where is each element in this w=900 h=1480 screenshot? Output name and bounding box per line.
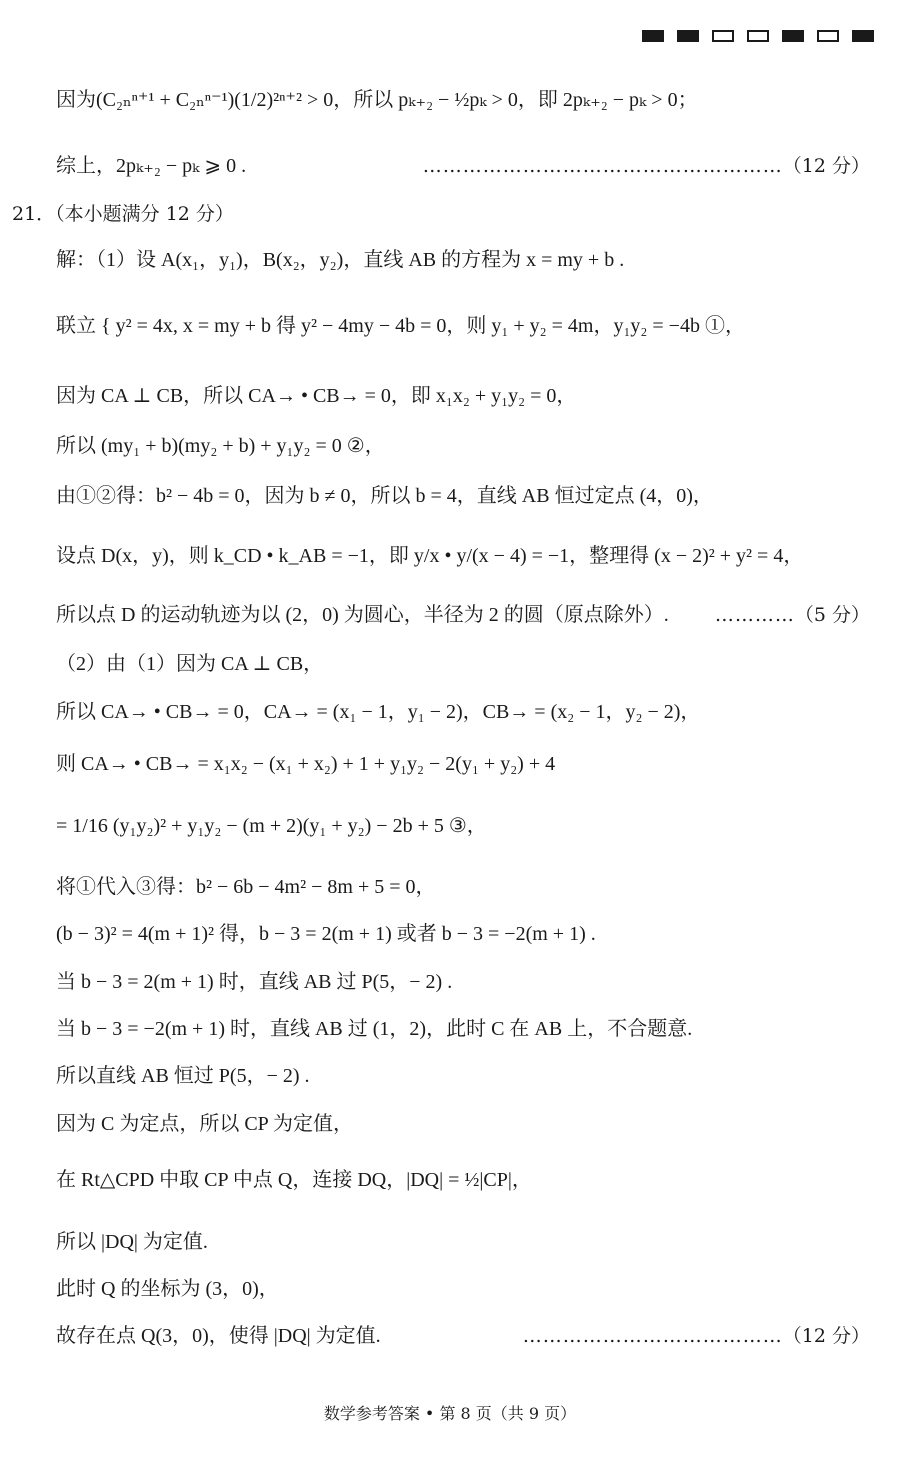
answer-line: 此时 Q 的坐标为 (3，0)， bbox=[56, 1278, 279, 1300]
score-leader: ………………………………… bbox=[522, 1325, 783, 1347]
score-leader: ………… bbox=[714, 604, 795, 626]
answer-line: 所以 CA→ • CB→ = 0，CA→ = (x₁ − 1，y₁ − 2)，CB→ = (x₂ − 1，y₂ − 2)， bbox=[56, 701, 701, 723]
mark-open-2 bbox=[747, 30, 769, 42]
answer-line: (b − 3)² = 4(m + 1)² 得，b − 3 = 2(m + 1) 或者 b − 3 = −2(m + 1) . bbox=[56, 923, 596, 945]
answer-line: 在 Rt△CPD 中取 CP 中点 Q，连接 DQ，|DQ| = ½|CP|， bbox=[56, 1169, 532, 1191]
answer-line: 解：（1）设 A(x₁，y₁)，B(x₂，y₂)，直线 AB 的方程为 x = my + b . bbox=[56, 249, 625, 271]
answer-line: 所以 |DQ| 为定值. bbox=[56, 1231, 208, 1253]
answer-line: 因为 CA ⊥ CB，所以 CA→ • CB→ = 0，即 x₁x₂ + y₁y₂ = 0， bbox=[56, 385, 577, 407]
answer-line: 综上，2pₖ₊₂ − pₖ ⩾ 0 . bbox=[56, 155, 247, 177]
score-value: （5 分） bbox=[794, 604, 870, 626]
answer-line: 故存在点 Q(3，0)，使得 |DQ| 为定值. bbox=[56, 1325, 381, 1347]
page-footer: 数学参考答案 • 第 8 页（共 9 页） bbox=[323, 1404, 577, 1423]
mark-filled-4 bbox=[852, 30, 874, 42]
answer-line: 设点 D(x，y)，则 k_CD • k_AB = −1，即 y/x • y/(x − 4) = −1，整理得 (x − 2)² + y² = 4， bbox=[56, 545, 804, 567]
score-mark bbox=[523, 1322, 870, 1350]
mark-filled-1 bbox=[642, 30, 664, 42]
score-value: （12 分） bbox=[782, 1325, 870, 1347]
score-mark bbox=[715, 601, 870, 629]
question-heading: 21．（本小题满分 12 分） bbox=[12, 203, 234, 225]
score-value: （12 分） bbox=[782, 155, 870, 177]
answer-line: 将①代入③得：b² − 6b − 4m² − 8m + 5 = 0， bbox=[56, 876, 436, 898]
answer-line: 则 CA→ • CB→ = x₁x₂ − (x₁ + x₂) + 1 + y₁y₂ − 2(y₁ + y₂) + 4 bbox=[56, 753, 556, 775]
score-leader: ……………………………………………… bbox=[422, 155, 783, 177]
answer-line: 当 b − 3 = 2(m + 1) 时，直线 AB 过 P(5，− 2) . bbox=[56, 971, 453, 993]
answer-line: 所以 (my₁ + b)(my₂ + b) + y₁y₂ = 0 ②， bbox=[56, 435, 385, 457]
mark-open-3 bbox=[817, 30, 839, 42]
mark-filled-3 bbox=[782, 30, 804, 42]
page-marks bbox=[642, 30, 874, 42]
answer-line: 因为 C 为定点，所以 CP 为定值， bbox=[56, 1113, 354, 1135]
answer-line: 所以点 D 的运动轨迹为以 (2，0) 为圆心，半径为 2 的圆（原点除外）. bbox=[56, 604, 669, 626]
mark-filled-2 bbox=[677, 30, 699, 42]
answer-line: 当 b − 3 = −2(m + 1) 时，直线 AB 过 (1，2)，此时 C 在 AB 上，不合题意. bbox=[56, 1018, 693, 1040]
answer-line: 所以直线 AB 恒过 P(5，− 2) . bbox=[56, 1065, 310, 1087]
answer-line: 联立 { y² = 4x, x = my + b 得 y² − 4my − 4b = 0，则 y₁ + y₂ = 4m，y₁y₂ = −4b ①， bbox=[56, 315, 745, 337]
mark-open-1 bbox=[712, 30, 734, 42]
answer-line: = 1/16 (y₁y₂)² + y₁y₂ − (m + 2)(y₁ + y₂) − 2b + 5 ③， bbox=[56, 815, 487, 837]
answer-line: 由①②得：b² − 4b = 0，因为 b ≠ 0，所以 b = 4，直线 AB 恒过定点 (4，0)， bbox=[56, 485, 713, 507]
answer-line: 因为(C₂ₙⁿ⁺¹ + C₂ₙⁿ⁻¹)(1/2)²ⁿ⁺² > 0，所以 pₖ₊₂ − ½pₖ > 0，即 2pₖ₊₂ − pₖ > 0； bbox=[56, 89, 698, 111]
score-mark bbox=[423, 152, 870, 180]
answer-line: （2）由（1）因为 CA ⊥ CB， bbox=[56, 653, 324, 675]
